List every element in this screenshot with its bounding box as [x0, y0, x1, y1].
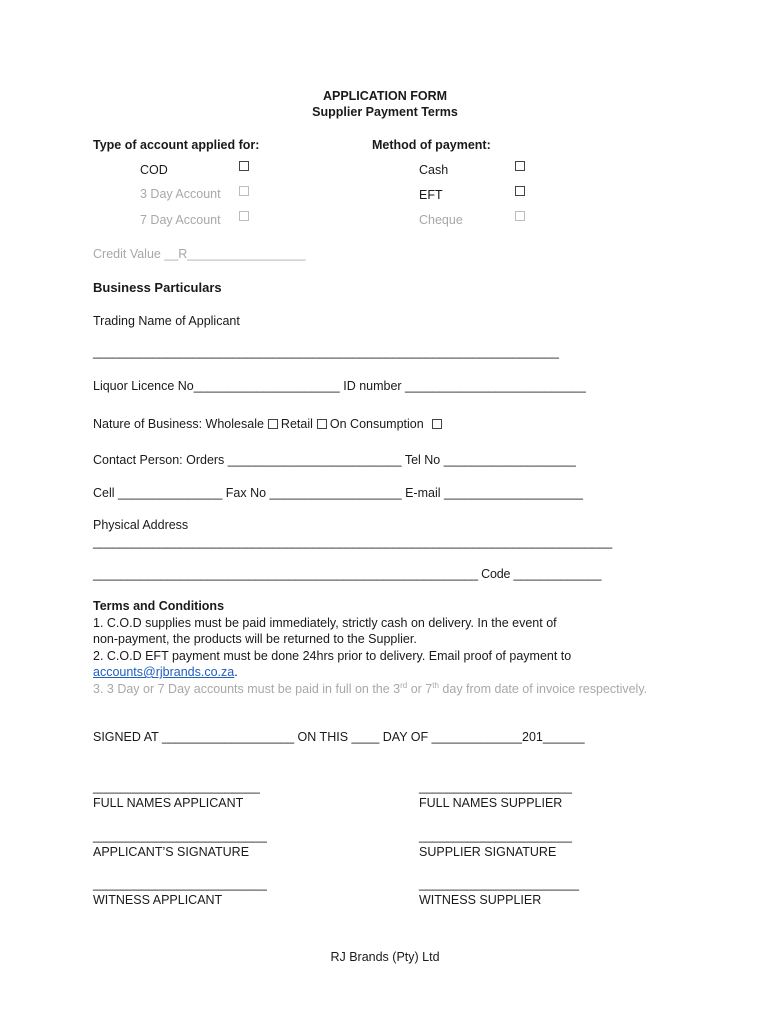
on-consumption-checkbox[interactable]: [432, 419, 442, 429]
form-subtitle: Supplier Payment Terms: [312, 105, 458, 119]
terms-email-row: [93, 665, 238, 679]
trading-name-line[interactable]: ______________________________________________________________________: [93, 345, 559, 359]
account-type-heading: Type of account applied for:: [93, 138, 260, 152]
nature-of-business-label: Nature of Business: Wholesale: [93, 417, 264, 431]
witness-supplier-line[interactable]: _______________________: [419, 877, 579, 891]
account-option-cod-label: COD: [140, 163, 168, 177]
terms-line-2: non-payment, the products will be returned to the Supplier.: [93, 632, 417, 646]
signed-at-line[interactable]: SIGNED AT ___________________ ON THIS ____ DAY OF _____________201______: [93, 730, 585, 744]
terms-line-4-part-c: day from date of invoice respectively.: [438, 682, 648, 697]
cell-fax-email-line[interactable]: Cell _______________ Fax No ___________________ E-mail ____________________: [93, 486, 584, 500]
form-title: APPLICATION FORM: [322, 89, 448, 103]
payment-option-cash-label: Cash: [419, 163, 449, 177]
terms-line-4: [93, 681, 647, 696]
terms-line-4-part-b: or 7: [407, 682, 433, 697]
trading-name-label: Trading Name of Applicant: [93, 314, 240, 328]
terms-line-3: 2. C.O.D EFT payment must be done 24hrs prior to delivery. Email proof of payment to: [93, 649, 572, 663]
supplier-full-names-label: FULL NAMES SUPPLIER: [419, 796, 563, 810]
applicant-full-names-line[interactable]: ________________________: [93, 780, 260, 794]
on-consumption-label: On Consumption: [329, 417, 424, 431]
wholesale-checkbox[interactable]: [268, 419, 278, 429]
liquor-licence-id-line[interactable]: Liquor Licence No_____________________ ID number __________________________: [93, 379, 586, 393]
applicant-signature-line[interactable]: _________________________: [93, 829, 267, 843]
contact-person-tel-line[interactable]: Contact Person: Orders _________________________ Tel No ___________________: [93, 453, 576, 467]
account-option-7day-checkbox[interactable]: [239, 211, 249, 221]
accounts-email-link[interactable]: accounts@rjbrands.co.za: [93, 665, 235, 679]
footer-company-name: RJ Brands (Pty) Ltd: [330, 950, 440, 964]
terms-line-4-sup-th: th: [432, 681, 439, 690]
account-option-7day-label: 7 Day Account: [140, 213, 221, 227]
business-particulars-heading: Business Particulars: [93, 280, 222, 295]
physical-address-line-1[interactable]: ______________________________________________________________________________: [93, 535, 612, 549]
physical-address-label: Physical Address: [93, 518, 189, 532]
account-option-3day-label: 3 Day Account: [140, 187, 221, 201]
terms-line-1: 1. C.O.D supplies must be paid immediately, strictly cash on delivery. In the event of: [93, 616, 557, 630]
payment-option-cheque-label: Cheque: [419, 213, 463, 227]
payment-option-cash-checkbox[interactable]: [515, 161, 525, 171]
applicant-full-names-label: FULL NAMES APPLICANT: [93, 796, 244, 810]
terms-line-4-part-a: 3. 3 Day or 7 Day accounts must be paid in full on the 3: [93, 682, 401, 697]
applicant-signature-label: APPLICANT’S SIGNATURE: [93, 845, 250, 859]
nature-of-business-row: [93, 417, 445, 431]
payment-method-heading: Method of payment:: [372, 138, 491, 152]
witness-applicant-line[interactable]: _________________________: [93, 877, 267, 891]
retail-checkbox[interactable]: [317, 419, 327, 429]
payment-option-eft-label: EFT: [419, 188, 443, 202]
witness-supplier-label: WITNESS SUPPLIER: [419, 893, 542, 907]
terms-heading: Terms and Conditions: [93, 599, 225, 613]
witness-applicant-label: WITNESS APPLICANT: [93, 893, 223, 907]
physical-address-code-line[interactable]: _________________________________________________________ Code _____________: [93, 567, 602, 581]
retail-label: Retail: [280, 417, 313, 431]
payment-option-cheque-checkbox[interactable]: [515, 211, 525, 221]
terms-line-4-sup-rd: rd: [400, 681, 408, 690]
credit-value-field[interactable]: Credit Value __R_________________: [93, 247, 306, 261]
supplier-signature-label: SUPPLIER SIGNATURE: [419, 845, 557, 859]
supplier-full-names-line[interactable]: ______________________: [419, 780, 572, 794]
account-option-cod-checkbox[interactable]: [239, 161, 249, 171]
account-option-3day-checkbox[interactable]: [239, 186, 249, 196]
terms-email-suffix: .: [234, 665, 238, 679]
supplier-signature-line[interactable]: ______________________: [419, 829, 572, 843]
payment-option-eft-checkbox[interactable]: [515, 186, 525, 196]
